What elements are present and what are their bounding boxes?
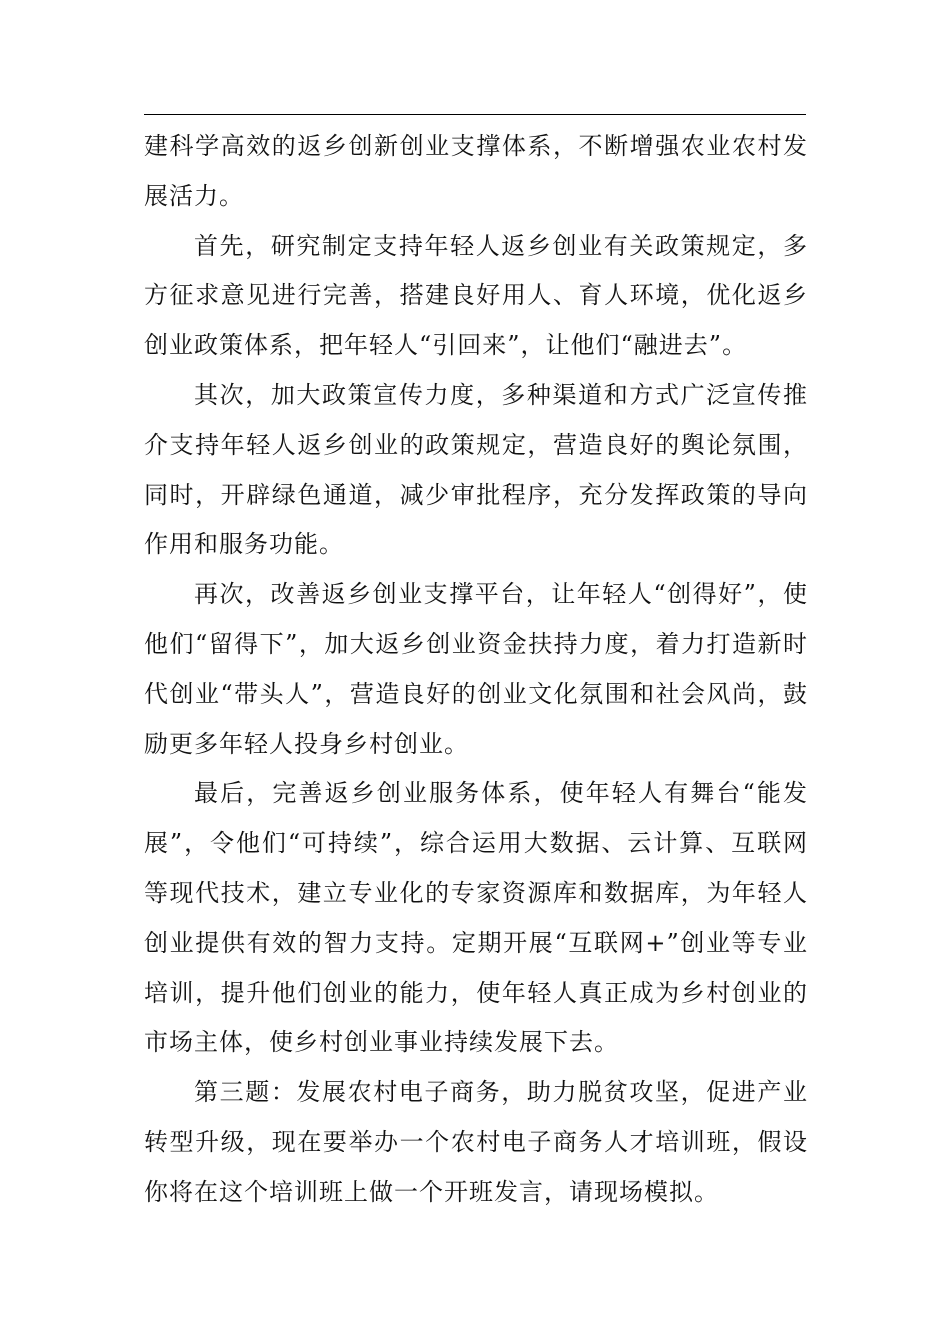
document-body [144, 122, 808, 1218]
paragraph-continuation: 建科学高效的返乡创新创业支撑体系，不断增强农业农村发展活力。 [144, 132, 808, 210]
paragraph-third: 再次，改善返乡创业支撑平台，让年轻人“创得好”，使他们“留得下”，加大返乡创业资金扶持力度，着力打造新时代创业“带头人”，营造良好的创业文化氛围和社会风尚，鼓励更多年轻人投身乡村创业。 [144, 580, 808, 758]
paragraph-first: 首先，研究制定支持年轻人返乡创业有关政策规定，多方征求意见进行完善，搭建良好用人、育人环境，优化返乡创业政策体系，把年轻人“引回来”，让他们“融进去”。 [144, 231, 808, 360]
question-three: 第三题：发展农村电子商务，助力脱贫攻坚，促进产业转型升级，现在要举办一个农村电子商务人才培训班，假设你将在这个培训班上做一个开班发言，请现场模拟。 [144, 1078, 808, 1206]
header-rule [144, 114, 806, 115]
paragraph-second: 其次，加大政策宣传力度，多种渠道和方式广泛宣传推介支持年轻人返乡创业的政策规定，营造良好的舆论氛围，同时，开辟绿色通道，减少审批程序，充分发挥政策的导向作用和服务功能。 [144, 380, 808, 559]
paragraph-last: 最后，完善返乡创业服务体系，使年轻人有舞台“能发展”，令他们“可持续”，综合运用大数据、云计算、互联网等现代技术，建立专业化的专家资源库和数据库，为年轻人创业提供有效的智力支持。定期开展“互联网+”创业等专业培训，提升他们创业的能力，使年轻人真正成为乡村创业的市场主体，使乡村创业事业持续发展下去。 [144, 779, 808, 1057]
